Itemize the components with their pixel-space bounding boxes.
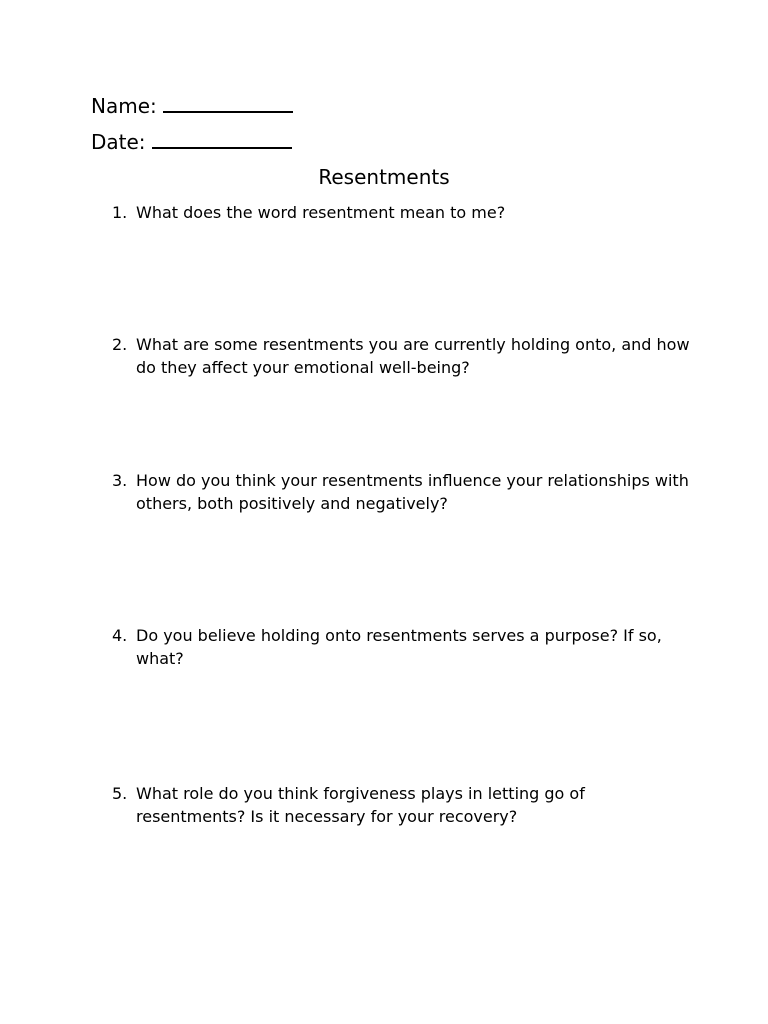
question-item — [112, 201, 692, 224]
question-item — [112, 333, 692, 379]
name-field — [91, 93, 293, 118]
question-number: 4. — [112, 626, 128, 645]
question-text: Do you believe holding onto resentments serves a purpose? If so, what? — [136, 626, 662, 668]
question-text: What are some resentments you are currently holding onto, and how do they affect your emotional well-being? — [136, 335, 690, 377]
question-text: What does the word resentment mean to me? — [136, 203, 506, 222]
date-field — [91, 129, 292, 154]
name-label: Name: — [91, 94, 157, 118]
date-blank-line[interactable] — [152, 129, 292, 149]
question-item — [112, 469, 692, 515]
question-number: 3. — [112, 471, 128, 490]
question-text: How do you think your resentments influence your relationships with others, both positively and negatively? — [136, 471, 689, 513]
question-number: 5. — [112, 784, 128, 803]
question-item — [112, 624, 692, 670]
question-text: What role do you think forgiveness plays in letting go of resentments? Is it necessary for your recovery? — [136, 784, 585, 826]
question-item — [112, 782, 692, 828]
worksheet-title: Resentments — [318, 165, 450, 189]
question-number: 1. — [112, 203, 128, 222]
question-number: 2. — [112, 335, 128, 354]
date-label: Date: — [91, 130, 146, 154]
name-blank-line[interactable] — [163, 93, 293, 113]
